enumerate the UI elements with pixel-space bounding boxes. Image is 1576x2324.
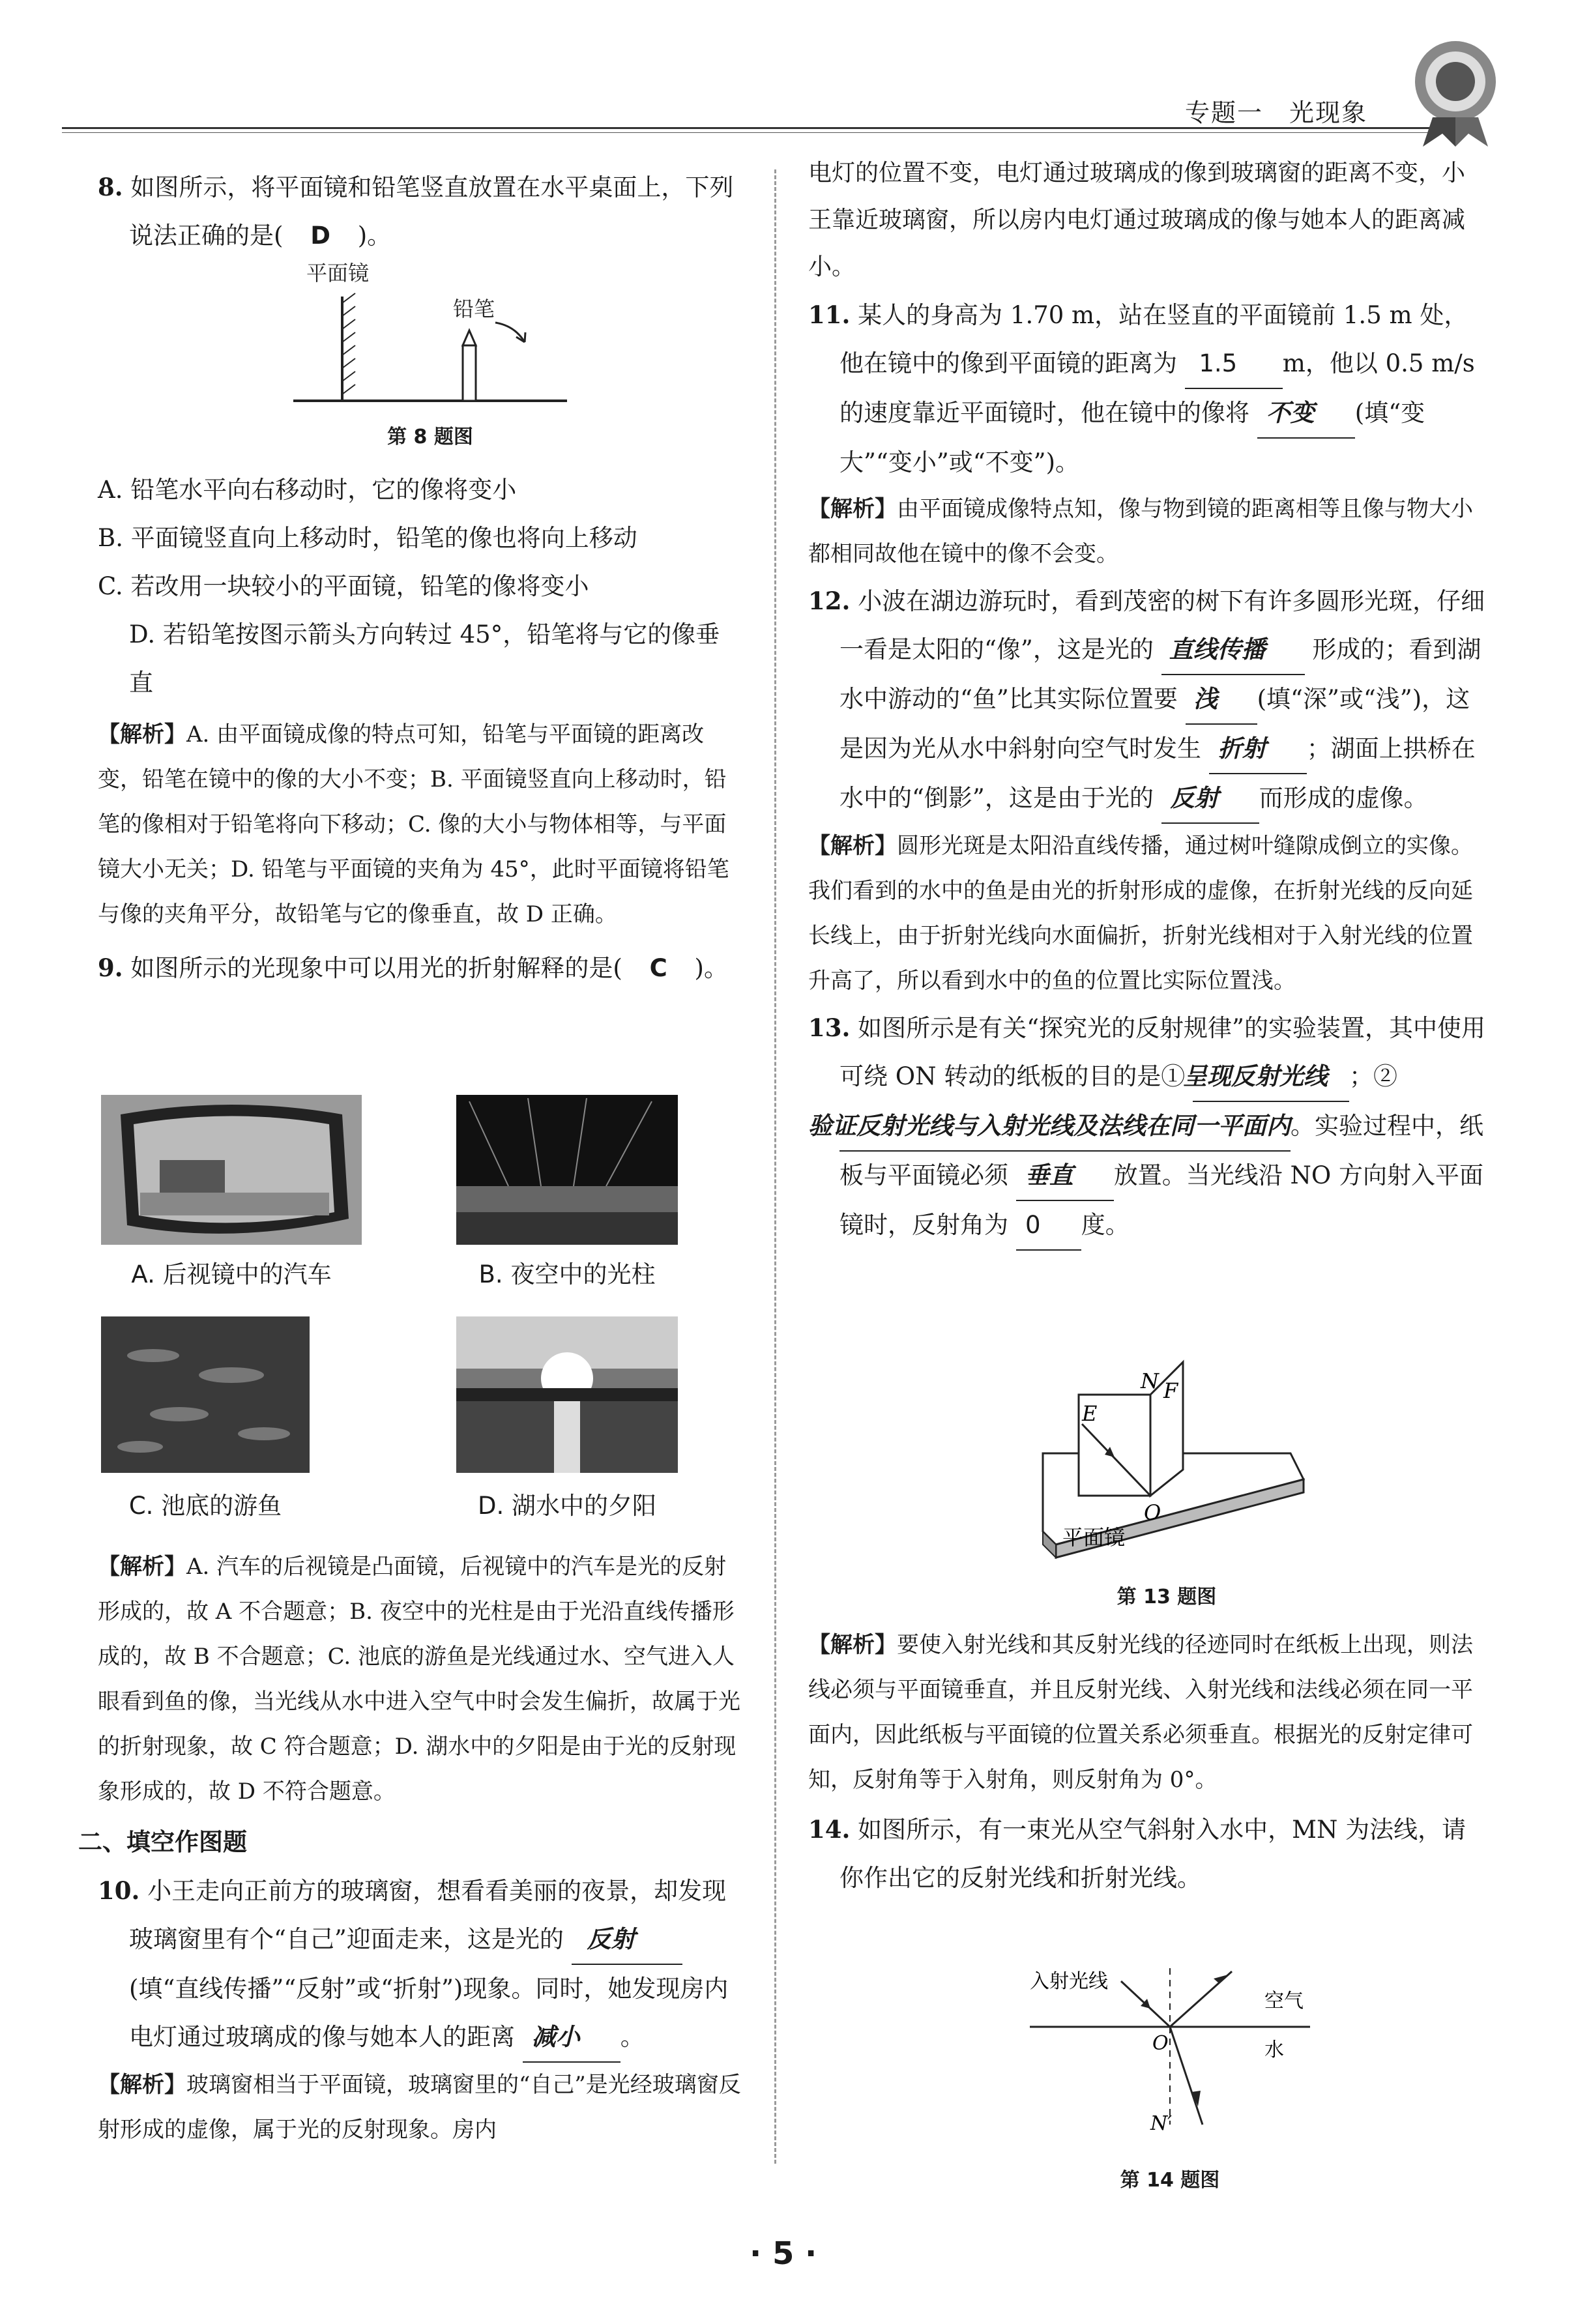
q11-analysis bbox=[808, 487, 1486, 577]
q13-answer-2: 验证反射光线与入射光线及法线在同一平面内 bbox=[839, 1102, 1291, 1152]
q10-analysis-text: 玻璃窗相当于平面镜，玻璃窗里的“自己”是光经玻璃窗反射形成的虚像，属于光的反射现象。房内 bbox=[98, 2072, 741, 2143]
q10-analysis-continued: 电灯的位置不变，电灯通过玻璃成的像到玻璃窗的距离不变，小王靠近玻璃窗，所以房内电灯通过玻璃成的像与她本人的距离减小。 bbox=[808, 160, 1466, 280]
q8-number: 8. bbox=[98, 173, 123, 201]
badge-icon bbox=[1394, 26, 1517, 150]
q8-analysis bbox=[98, 712, 743, 937]
q10-number: 10. bbox=[98, 1876, 140, 1905]
q12-stem bbox=[808, 577, 1486, 824]
q9-analysis-text: A. 汽车的后视镜是凸面镜，后视镜中的汽车是光的反射形成的，故 A 不合题意；B. 夜空中的光柱是由于光沿直线传播形成的，故 B 不合题意；C. 池底的游鱼是光线通过水、空气进入人眼看到鱼的像，当光线从水中进入空气中时会发生偏折，故属于光的折射现象，故 C 符合题意；D. 湖水中的夕阳是由于光的反射现象形成的，故 D 不符合题意。 bbox=[98, 1554, 740, 1805]
q12-answer-1: 直线传播 bbox=[1161, 626, 1305, 675]
figure-14-label-water: 水 bbox=[1264, 2039, 1284, 2061]
q13-analysis bbox=[808, 1623, 1486, 1803]
figure-8-caption: 第 8 题图 bbox=[387, 426, 473, 448]
figure-8 bbox=[287, 257, 574, 407]
q10-stem bbox=[98, 1866, 743, 2063]
figure-13-label-mirror: 平面镜 bbox=[1062, 1525, 1126, 1550]
right-column-lower bbox=[808, 1623, 1486, 1902]
q9-answer: C bbox=[649, 954, 667, 982]
q13-analysis-text: 要使入射光线和其反射光线的径迹同时在纸板上出现，则法线必须与平面镜垂直，并且反射光线、入射光线和法线必须在同一平面内，因此纸板与平面镜的位置关系必须垂直。根据光的反射定律可知，反射角等于入射角，则反射角为 0°。 bbox=[808, 1632, 1473, 1793]
figure-13-label-f: F bbox=[1163, 1378, 1178, 1403]
q13-text-3: 。实验过程中，纸板与平面镜必须 bbox=[839, 1112, 1483, 1189]
q13-stem bbox=[808, 1004, 1486, 1251]
left-column-lower bbox=[78, 1545, 743, 2153]
q9-text: 如图所示的光现象中可以用光的折射解释的是( bbox=[130, 954, 622, 982]
q8-option-b: B. 平面镜竖直向上移动时，铅笔的像也将向上移动 bbox=[98, 524, 637, 552]
photo-lake-sunset bbox=[456, 1316, 678, 1473]
q8-stem bbox=[98, 163, 743, 260]
photo-caption-b: B. 夜空中的光柱 bbox=[478, 1260, 656, 1288]
photo-caption-a: A. 后视镜中的汽车 bbox=[131, 1260, 332, 1288]
q11-text-1: 某人的身高为 1.70 m，站在竖直的平面镜前 1.5 m 处，他在镜中的像到平面镜的距离为 bbox=[839, 301, 1468, 377]
q13-text-1: 如图所示是有关“探究光的反射规律”的实验装置，其中使用可绕 ON 转动的纸板的目的是① bbox=[839, 1014, 1485, 1090]
q14-stem bbox=[808, 1805, 1486, 1902]
figure-8-label-pencil: 铅笔 bbox=[453, 297, 495, 321]
q12-answer-4: 反射 bbox=[1161, 774, 1259, 824]
q13-answer-3: 垂直 bbox=[1016, 1152, 1114, 1201]
q9-number: 9. bbox=[98, 953, 123, 982]
q8-option-a: A. 铅笔水平向右移动时，它的像将变小 bbox=[98, 476, 517, 504]
q8-analysis-text: A. 由平面镜成像的特点可知，铅笔与平面镜的距离改变，铅笔在镜中的像的大小不变；B. 平面镜竖直向上移动时，铅笔的像相对于铅笔将向下移动；C. 像的大小与物体相等，与平面镜大小无关；D. 铅笔与平面镜的夹角为 45°，此时平面镜将铅笔与像的夹角平分，故铅笔与它的像垂直，故 D 正确。 bbox=[98, 721, 729, 927]
q10-text-2: (填“直线传播”“反射”或“折射”)现象。同时，她发现房内电灯通过玻璃成的像与她本人的距离 bbox=[129, 1975, 729, 2051]
column-divider bbox=[774, 169, 776, 2164]
q14-text: 如图所示，有一束光从空气斜射入水中，MN 为法线，请你作出它的反射光线和折射光线。 bbox=[839, 1816, 1467, 1892]
q12-analysis-text: 圆形光斑是太阳沿直线传播，通过树叶缝隙成倒立的实像。我们看到的水中的鱼是由光的折射形成的虚像，在折射光线的反向延长线上，由于折射光线向水面偏折，折射光线相对于入射光线的位置升高了，所以看到水中的鱼的位置比实际位置浅。 bbox=[808, 833, 1473, 994]
q12-analysis-tag: 【解析】 bbox=[808, 833, 897, 859]
q11-number: 11. bbox=[808, 300, 851, 329]
figure-14-label-n-prime: N′ bbox=[1150, 2112, 1173, 2135]
q9-analysis bbox=[98, 1545, 743, 1814]
q13-answer-4: 0 bbox=[1016, 1201, 1081, 1251]
figure-14-label-air: 空气 bbox=[1264, 1990, 1304, 2012]
q11-stem bbox=[808, 291, 1486, 487]
section-fill-in: 二、填空作图题 bbox=[78, 1828, 247, 1856]
q9-stem bbox=[98, 944, 743, 993]
q11-text-3: (填“变大”“变小”或“不变”)。 bbox=[839, 399, 1425, 476]
q11-answer-1: 1.5 bbox=[1185, 340, 1283, 389]
photo-rearview-mirror bbox=[101, 1095, 362, 1245]
q12-answer-3: 折射 bbox=[1209, 725, 1307, 774]
figure-13-label-e: E bbox=[1082, 1401, 1098, 1426]
header-title: 专题一 光现象 bbox=[1184, 98, 1367, 127]
q8-answer: D bbox=[310, 222, 330, 250]
right-column bbox=[808, 150, 1486, 1251]
q10-analysis bbox=[98, 2063, 743, 2153]
header-rule bbox=[62, 127, 1444, 129]
q11-text-2: m，他以 0.5 m/s 的速度靠近平面镜时，他在镜中的像将 bbox=[839, 349, 1475, 427]
q10-text-1: 小王走向正前方的玻璃窗，想看看美丽的夜景，却发现玻璃窗里有个“自己”迎面走来，这是光的 bbox=[129, 1877, 727, 1953]
q8-analysis-tag: 【解析】 bbox=[98, 721, 186, 748]
q13-text-2: ；② bbox=[1349, 1062, 1397, 1090]
q12-text-5: 而形成的虚像。 bbox=[1259, 784, 1428, 812]
q12-text-2: 形成的；看到湖水中游动的“鱼”比其实际位置要 bbox=[839, 635, 1481, 713]
page-number: · 5 · bbox=[750, 2235, 817, 2272]
figure-8-label-mirror: 平面镜 bbox=[306, 261, 370, 285]
q8-options bbox=[98, 466, 743, 993]
figure-13 bbox=[1017, 1349, 1317, 1571]
figure-14-label-o: O bbox=[1152, 2032, 1169, 2055]
figure-13-label-o: O bbox=[1144, 1500, 1161, 1525]
q13-answer-1: 呈现反射光线 bbox=[1193, 1053, 1349, 1102]
figure-14 bbox=[1023, 1962, 1317, 2151]
q8-close: )。 bbox=[357, 222, 392, 250]
photo-pool-fish bbox=[101, 1316, 310, 1473]
q8-text: 如图所示，将平面镜和铅笔竖直放置在水平桌面上，下列说法正确的是( bbox=[129, 173, 734, 250]
header-rule-thin bbox=[62, 132, 1444, 133]
q14-number: 14. bbox=[808, 1815, 851, 1844]
figure-13-caption: 第 13 题图 bbox=[1116, 1586, 1217, 1608]
figure-13-label-n: N bbox=[1141, 1369, 1159, 1393]
q12-text-1: 小波在湖边游玩时，看到茂密的树下有许多圆形光斑，仔细一看是太阳的“像”，这是光的 bbox=[839, 587, 1485, 663]
left-column bbox=[98, 163, 743, 260]
q12-number: 12. bbox=[808, 587, 851, 615]
q12-text-4: ；湖面上拱桥在水中的“倒影”，这是由于光的 bbox=[839, 734, 1476, 812]
figure-14-caption: 第 14 题图 bbox=[1120, 2169, 1220, 2192]
q13-text-5: 度。 bbox=[1081, 1211, 1130, 1239]
q12-analysis bbox=[808, 824, 1486, 1004]
q10-analysis-tag: 【解析】 bbox=[98, 2072, 186, 2098]
q11-answer-2: 不变 bbox=[1257, 389, 1355, 439]
q12-answer-2: 浅 bbox=[1186, 675, 1257, 725]
q13-text-4: 放置。当光线沿 NO 方向射入平面镜时，反射角为 bbox=[839, 1161, 1483, 1239]
q11-analysis-tag: 【解析】 bbox=[808, 496, 897, 522]
q11-analysis-text: 由平面镜成像特点知，像与物到镜的距离相等且像与物大小都相同故他在镜中的像不会变。 bbox=[808, 496, 1473, 567]
q10-text-3: 。 bbox=[620, 2023, 645, 2051]
q13-number: 13. bbox=[808, 1013, 851, 1042]
photo-caption-d: D. 湖水中的夕阳 bbox=[477, 1492, 656, 1520]
q9-close: )。 bbox=[694, 954, 728, 982]
q8-option-c: C. 若改用一块较小的平面镜，铅笔的像将变小 bbox=[98, 572, 589, 600]
q13-analysis-tag: 【解析】 bbox=[808, 1632, 897, 1658]
photo-light-pillars bbox=[456, 1095, 678, 1245]
q12-text-3: (填“深”或“浅”)，这是因为光从水中斜射向空气时发生 bbox=[839, 685, 1470, 763]
q10-answer-2: 减小 bbox=[523, 2013, 620, 2063]
photo-caption-c: C. 池底的游鱼 bbox=[128, 1492, 282, 1520]
q10-answer-1: 反射 bbox=[572, 1915, 682, 1965]
q9-analysis-tag: 【解析】 bbox=[98, 1554, 186, 1580]
q8-option-d: D. 若铅笔按图示箭头方向转过 45°，铅笔将与它的像垂直 bbox=[129, 620, 720, 697]
figure-14-label-incident: 入射光线 bbox=[1030, 1970, 1108, 1993]
